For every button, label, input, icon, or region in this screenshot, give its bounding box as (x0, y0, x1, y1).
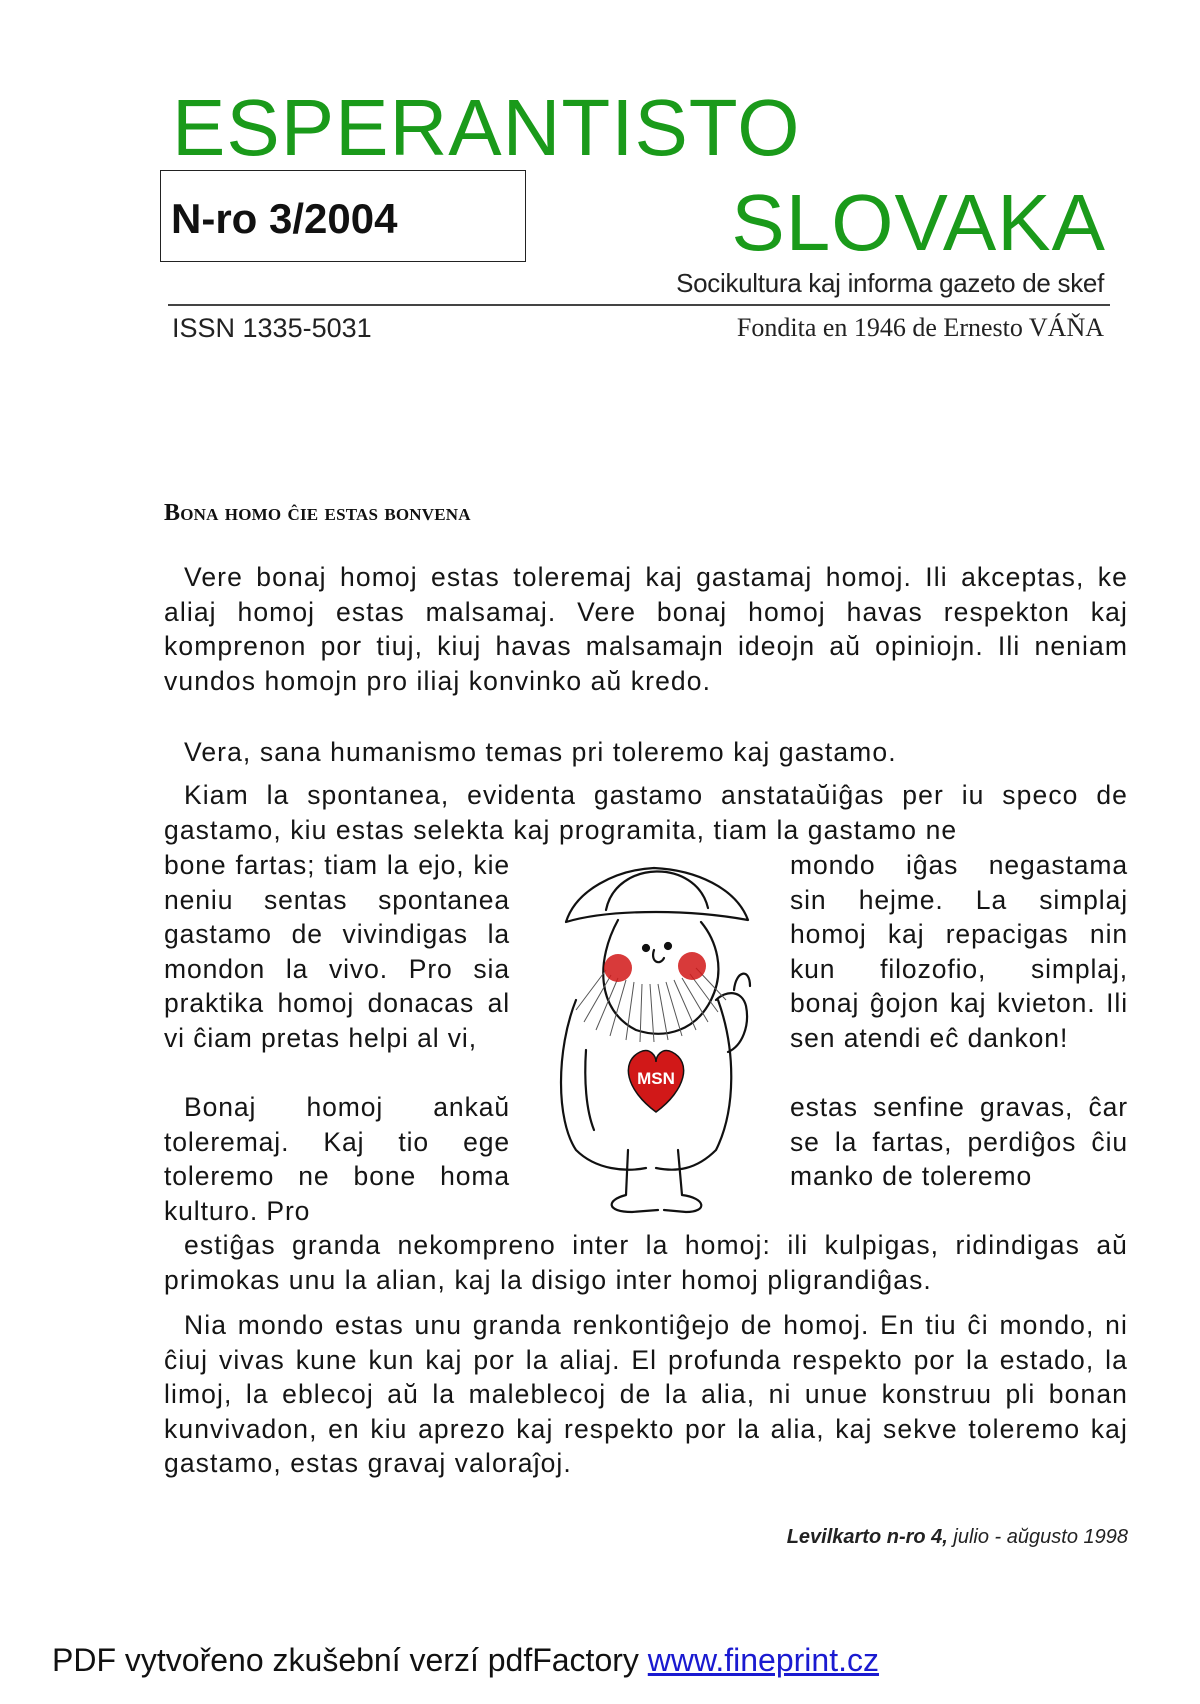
article-heading: Bona homo ĉie estas bonvena (164, 500, 471, 526)
article-paragraph-1: Vere bonaj homoj estas toleremaj kaj gastamaj homoj. Ili akceptas, ke aliaj homoj estas malsamaj. Vere bonaj homoj havas respekton kaj komprenon por tiuj, kiuj havas malsamajn ideojn aŭ opiniojn. Ili neniam vundos homojn pro iliaj konvinko aŭ kredo. (164, 562, 1128, 696)
bearded-man-illustration (536, 850, 776, 1220)
masthead-subtitle: Socikultura kaj informa gazeto de skef (676, 268, 1104, 298)
article-left-column-1: bone fartas; tiam la ejo, kie neniu sentas spontanea gastamo de vivindigas la mondon la vivo. Pro sia praktika homoj donacas al vi ĉiam pretas helpi al vi, (164, 850, 510, 1053)
article-right-column-1: mondo iĝas negastama sin hejme. La simplaj homoj kaj repacigas nin kun filozofio, simplaj, bonaj ĝojon kaj kvieton. Ili sen atendi eĉ dankon! (790, 850, 1128, 1053)
heart-label: MSN (637, 1069, 675, 1088)
footer-text: PDF vytvořeno zkušební verzí pdfFactory (52, 1642, 648, 1678)
masthead-title-line2: SLOVAKA (731, 178, 1106, 267)
article-left-column-2: Bonaj homoj ankaŭ toleremaj. Kaj tio ege toleremo ne bone homa kulturo. Pro (164, 1092, 510, 1226)
issn: ISSN 1335-5031 (172, 313, 372, 343)
article-paragraph-2: Vera, sana humanismo temas pri toleremo kaj gastamo. (184, 737, 897, 767)
article-paragraph-3-intro: Kiam la spontanea, evidenta gastamo anstataŭiĝas per iu speco de gastamo, kiu estas selekta kaj programita, tiam la gastamo ne (164, 780, 1128, 845)
masthead-title-line1: ESPERANTISTO (172, 83, 801, 172)
founded-note: Fondita en 1946 de Ernesto VÁŇA (736, 313, 1104, 342)
right-cheek-blush (678, 952, 706, 980)
article-right-column-2: estas senfine gravas, ĉar se la fartas, perdiĝos ĉiu manko de toleremo (790, 1092, 1128, 1191)
footer-link[interactable]: www.fineprint.cz (647, 1642, 879, 1678)
issue-number: N-ro 3/2004 (171, 195, 398, 242)
issue-box (160, 170, 526, 262)
article-source (787, 1526, 1128, 1549)
left-cheek-blush (604, 954, 632, 982)
article-paragraph-4-rest: estiĝas granda nekompreno inter la homoj: ili kulpigas, ridindigas aŭ primokas unu la alian, kaj la disigo inter homoj pligrandiĝas. (164, 1230, 1128, 1295)
masthead-divider (168, 304, 1110, 306)
source-date: julio - aŭgusto 1998 (947, 1526, 1128, 1548)
article-paragraph-5: Nia mondo estas unu granda renkontiĝejo de homoj. En tiu ĉi mondo, ni ĉiuj vivas kune kun kaj por la aliaj. El profunda respekto por la estado, la limoj, la eblecoj aŭ la maleblecoj de la alia, ni unue konstruu pli bonan kunvivadon, en kiu aprezo kaj respekto por la alia, kaj sekve toleremo kaj gastamo, estas gravaj valoraĵoj. (164, 1310, 1128, 1478)
pdf-footer (52, 1642, 879, 1679)
source-publication: Levilkarto n-ro 4, (786, 1526, 948, 1548)
